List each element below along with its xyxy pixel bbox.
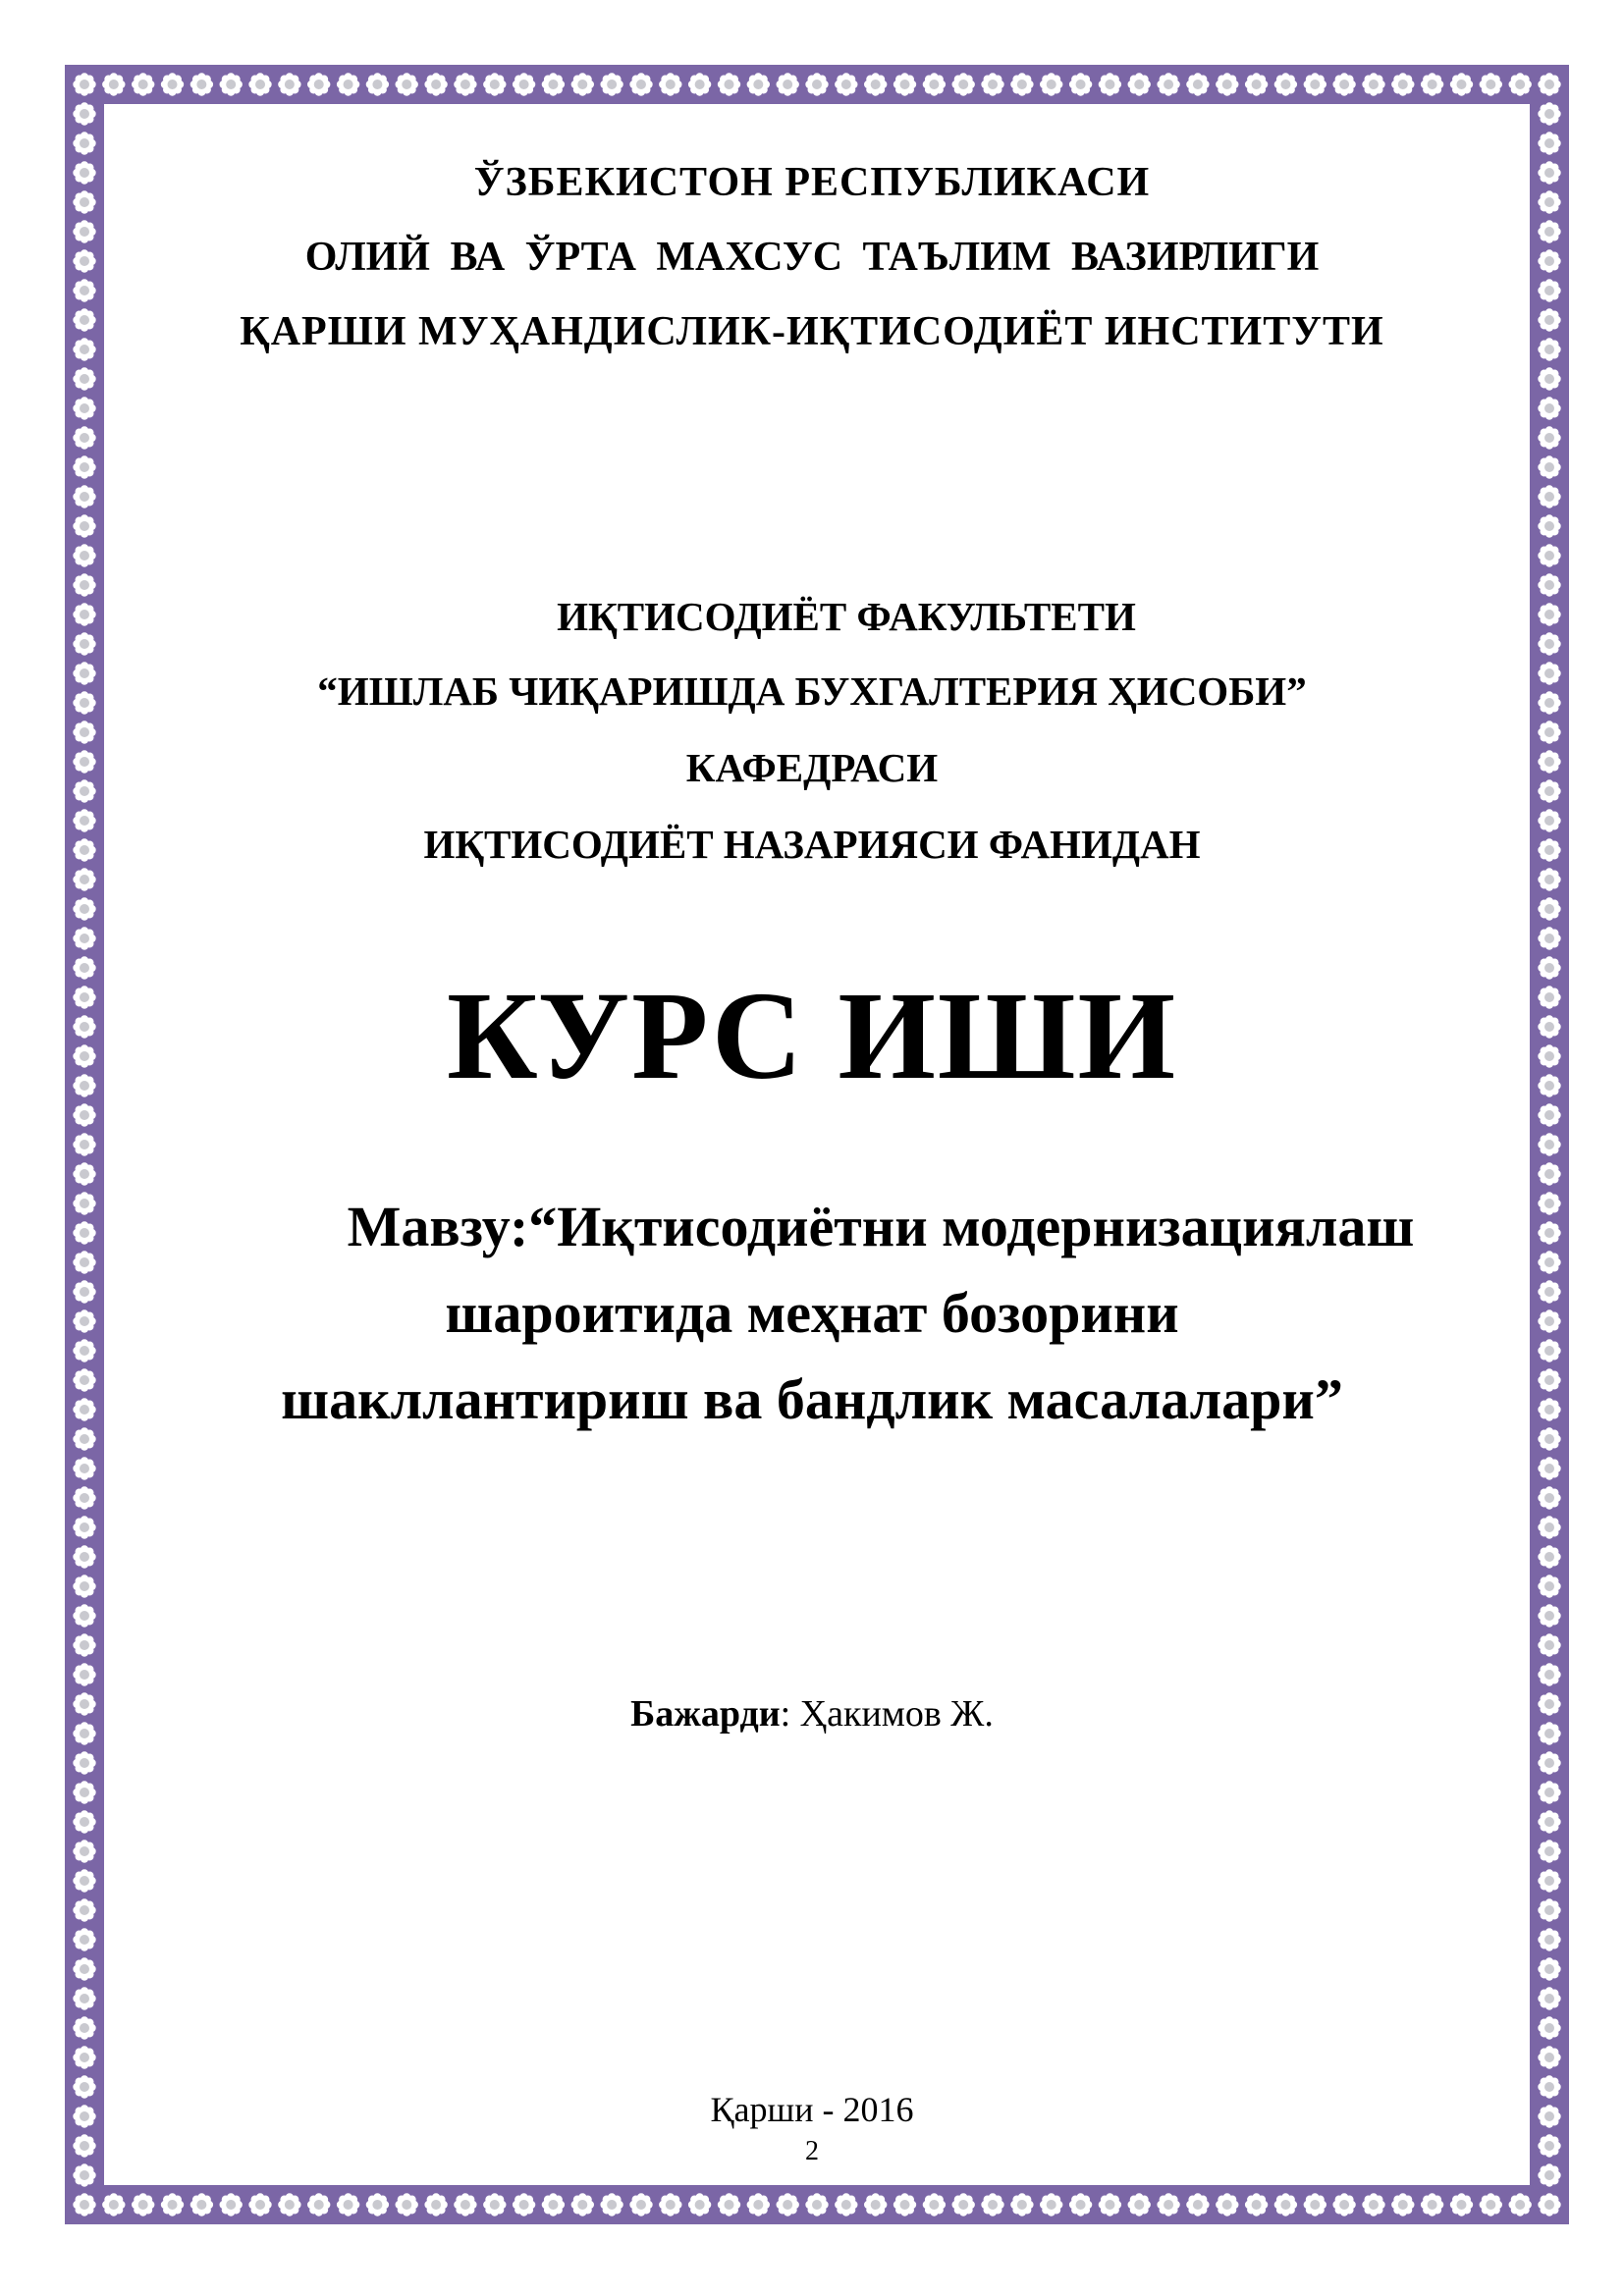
border-flower xyxy=(629,2193,652,2216)
border-flower xyxy=(73,455,95,478)
border-flower xyxy=(73,1810,95,1833)
border-flower xyxy=(1538,1457,1560,1479)
border-flower xyxy=(1538,455,1560,478)
border-flower xyxy=(73,927,95,949)
border-flower xyxy=(1538,73,1560,95)
border-flower xyxy=(1538,2016,1560,2039)
border-flower xyxy=(73,2046,95,2068)
border-flower xyxy=(1538,279,1560,301)
border-flower xyxy=(747,73,770,95)
border-flower xyxy=(73,1898,95,1921)
border-flower xyxy=(835,73,857,95)
chair-name: “ИШЛАБ ЧИҚАРИШДА БУХГАЛТЕРИЯ ҲИСОБИ” xyxy=(317,668,1307,714)
border-flower xyxy=(454,73,476,95)
border-flower xyxy=(1245,2193,1268,2216)
border-flower xyxy=(864,2193,887,2216)
border-flower xyxy=(1362,2193,1384,2216)
border-flower xyxy=(1538,426,1560,449)
author-line xyxy=(0,1692,1624,1735)
author-separator: : xyxy=(780,1693,800,1735)
border-flower xyxy=(73,1575,95,1597)
border-flower xyxy=(1538,1633,1560,1656)
border-flower xyxy=(1538,1486,1560,1509)
border-flower xyxy=(73,1633,95,1656)
border-flower xyxy=(1538,2193,1560,2216)
border-flower xyxy=(1538,1575,1560,1597)
page-number: 2 xyxy=(805,2136,819,2166)
border-flower xyxy=(73,1781,95,1803)
border-flower xyxy=(73,397,95,419)
border-flower xyxy=(1216,2193,1238,2216)
border-flower xyxy=(73,132,95,154)
ministry-header-line-2: ОЛИЙ ВА ЎРТА МАХСУС ТАЪЛИМ ВАЗИРЛИГИ xyxy=(304,235,1320,280)
border-flower xyxy=(366,2193,389,2216)
border-flower xyxy=(542,2193,565,2216)
border-flower xyxy=(1157,2193,1179,2216)
border-flower xyxy=(542,73,565,95)
border-flower xyxy=(1480,2193,1502,2216)
border-flower xyxy=(1538,927,1560,949)
border-flower xyxy=(1538,721,1560,743)
border-flower xyxy=(805,73,828,95)
border-flower xyxy=(1538,1133,1560,1155)
border-flower xyxy=(1216,73,1238,95)
border-flower xyxy=(161,73,184,95)
border-flower xyxy=(835,2193,857,2216)
border-flower xyxy=(1538,1781,1560,1803)
border-flower xyxy=(747,2193,770,2216)
border-flower xyxy=(1538,1663,1560,1685)
border-flower xyxy=(952,73,975,95)
border-flower xyxy=(981,2193,1003,2216)
border-flower xyxy=(513,73,535,95)
border-flower xyxy=(1538,1957,1560,1980)
border-flower xyxy=(73,73,95,95)
border-flower xyxy=(73,1663,95,1685)
border-flower xyxy=(73,721,95,743)
border-flower xyxy=(923,73,946,95)
border-flower xyxy=(1538,1545,1560,1568)
border-flower xyxy=(1538,1898,1560,1921)
border-flower xyxy=(73,514,95,537)
border-flower xyxy=(73,485,95,507)
border-flower xyxy=(1274,2193,1297,2216)
border-flower xyxy=(1128,73,1151,95)
border-flower xyxy=(396,73,418,95)
border-flower xyxy=(600,2193,623,2216)
border-flower xyxy=(1509,73,1532,95)
author-name: Ҳакимов Ж. xyxy=(799,1693,994,1735)
border-flower xyxy=(1538,1840,1560,1862)
border-flower xyxy=(73,367,95,390)
subject-name: ИҚТИСОДИЁТ НАЗАРИЯСИ ФАНИДАН xyxy=(423,822,1201,867)
border-flower xyxy=(571,2193,594,2216)
border-flower xyxy=(571,73,594,95)
border-flower xyxy=(1538,1751,1560,1774)
ministry-header-line-1: ЎЗБЕКИСТОН РЕСПУБЛИКАСИ xyxy=(473,160,1151,205)
border-flower xyxy=(1128,2193,1151,2216)
border-flower xyxy=(1332,2193,1355,2216)
border-flower xyxy=(132,73,154,95)
border-flower xyxy=(805,2193,828,2216)
border-flower xyxy=(1421,73,1443,95)
topic-line-3: шакллантириш ва бандлик масалалари” xyxy=(281,1367,1343,1431)
border-flower xyxy=(1538,1928,1560,1950)
border-flower xyxy=(73,426,95,449)
border-flower xyxy=(600,73,623,95)
border-flower xyxy=(1069,2193,1092,2216)
border-flower xyxy=(1538,1604,1560,1627)
border-flower xyxy=(1538,485,1560,507)
border-flower xyxy=(1099,73,1121,95)
border-flower xyxy=(1274,73,1297,95)
border-flower xyxy=(220,73,243,95)
border-flower xyxy=(307,2193,330,2216)
border-flower xyxy=(1332,73,1355,95)
border-flower xyxy=(220,2193,243,2216)
border-flower xyxy=(132,2193,154,2216)
border-flower xyxy=(718,73,740,95)
border-flower xyxy=(1538,397,1560,419)
author-label: Бажарди xyxy=(630,1693,781,1735)
border-flower xyxy=(73,1545,95,1568)
border-flower xyxy=(483,2193,506,2216)
border-flower xyxy=(1538,1810,1560,1833)
border-flower xyxy=(1010,2193,1033,2216)
border-flower xyxy=(73,1751,95,1774)
border-flower xyxy=(1538,514,1560,537)
border-flower xyxy=(73,1840,95,1862)
border-flower xyxy=(1304,73,1326,95)
border-flower xyxy=(73,1987,95,2009)
border-flower xyxy=(1480,73,1502,95)
border-flower xyxy=(1450,2193,1473,2216)
border-flower xyxy=(248,73,271,95)
document-title: КУРС ИШИ xyxy=(446,966,1178,1105)
border-flower xyxy=(1538,1987,1560,2009)
border-flower xyxy=(1538,544,1560,566)
border-flower xyxy=(1186,73,1209,95)
border-flower xyxy=(629,73,652,95)
border-flower xyxy=(366,73,389,95)
border-flower xyxy=(688,73,711,95)
border-flower xyxy=(952,2193,975,2216)
border-flower xyxy=(278,2193,300,2216)
chair-word: КАФЕДРАСИ xyxy=(685,745,939,790)
topic-line-1: Мавзу:“Иқтисодиётни модернизациялаш xyxy=(347,1195,1415,1258)
border-flower xyxy=(864,73,887,95)
border-flower xyxy=(1538,868,1560,890)
border-flower xyxy=(1509,2193,1532,2216)
border-flower xyxy=(1538,132,1560,154)
border-flower xyxy=(659,73,681,95)
border-flower xyxy=(1099,2193,1121,2216)
border-flower xyxy=(248,2193,271,2216)
border-flower xyxy=(396,2193,418,2216)
border-flower xyxy=(73,279,95,301)
border-flower xyxy=(73,1486,95,1509)
border-flower xyxy=(981,73,1003,95)
border-flower xyxy=(424,2193,447,2216)
border-flower xyxy=(1391,2193,1414,2216)
place-and-year: Қарши - 2016 xyxy=(710,2090,914,2129)
border-flower xyxy=(73,1604,95,1627)
border-flower xyxy=(190,73,213,95)
border-flower xyxy=(73,1457,95,1479)
border-flower xyxy=(1538,1516,1560,1538)
border-flower xyxy=(777,73,799,95)
border-flower xyxy=(337,2193,359,2216)
border-flower xyxy=(688,2193,711,2216)
border-flower xyxy=(102,2193,125,2216)
border-flower xyxy=(483,73,506,95)
border-flower xyxy=(923,2193,946,2216)
border-flower xyxy=(1391,73,1414,95)
border-flower xyxy=(73,1133,95,1155)
border-flower xyxy=(307,73,330,95)
faculty-name: ИҚТИСОДИЁТ ФАКУЛЬТЕТИ xyxy=(557,594,1136,639)
topic-line-2: шароитида меҳнат бозорини xyxy=(445,1281,1179,1345)
institute-name: ҚАРШИ МУҲАНДИСЛИК-ИҚТИСОДИЁТ ИНСТИТУТИ xyxy=(240,309,1384,354)
border-flower xyxy=(73,868,95,890)
border-flower xyxy=(161,2193,184,2216)
border-flower xyxy=(73,1928,95,1950)
border-flower xyxy=(777,2193,799,2216)
border-flower xyxy=(893,73,916,95)
border-flower xyxy=(1538,1162,1560,1185)
border-flower xyxy=(659,2193,681,2216)
border-flower xyxy=(73,1869,95,1892)
border-flower xyxy=(1157,73,1179,95)
border-flower xyxy=(1040,2193,1062,2216)
border-flower xyxy=(73,1162,95,1185)
border-flower xyxy=(190,2193,213,2216)
border-flower xyxy=(1186,2193,1209,2216)
border-flower xyxy=(1069,73,1092,95)
border-flower xyxy=(1421,2193,1443,2216)
border-flower xyxy=(73,544,95,566)
border-flower xyxy=(73,2016,95,2039)
border-flower xyxy=(1538,102,1560,125)
border-flower xyxy=(73,897,95,920)
border-flower xyxy=(1245,73,1268,95)
border-flower xyxy=(278,73,300,95)
border-flower xyxy=(1010,73,1033,95)
border-flower xyxy=(1362,73,1384,95)
border-flower xyxy=(337,73,359,95)
border-flower xyxy=(1538,1869,1560,1892)
border-flower xyxy=(454,2193,476,2216)
border-flower xyxy=(73,1516,95,1538)
border-flower xyxy=(1538,897,1560,920)
border-flower xyxy=(1538,367,1560,390)
border-flower xyxy=(893,2193,916,2216)
border-flower xyxy=(102,73,125,95)
border-flower xyxy=(1304,2193,1326,2216)
border-flower xyxy=(1538,2046,1560,2068)
border-flower xyxy=(424,73,447,95)
border-flower xyxy=(1450,73,1473,95)
border-flower xyxy=(718,2193,740,2216)
border-flower xyxy=(73,102,95,125)
border-flower xyxy=(73,2193,95,2216)
border-flower xyxy=(1040,73,1062,95)
border-flower xyxy=(513,2193,535,2216)
border-flower xyxy=(73,1957,95,1980)
